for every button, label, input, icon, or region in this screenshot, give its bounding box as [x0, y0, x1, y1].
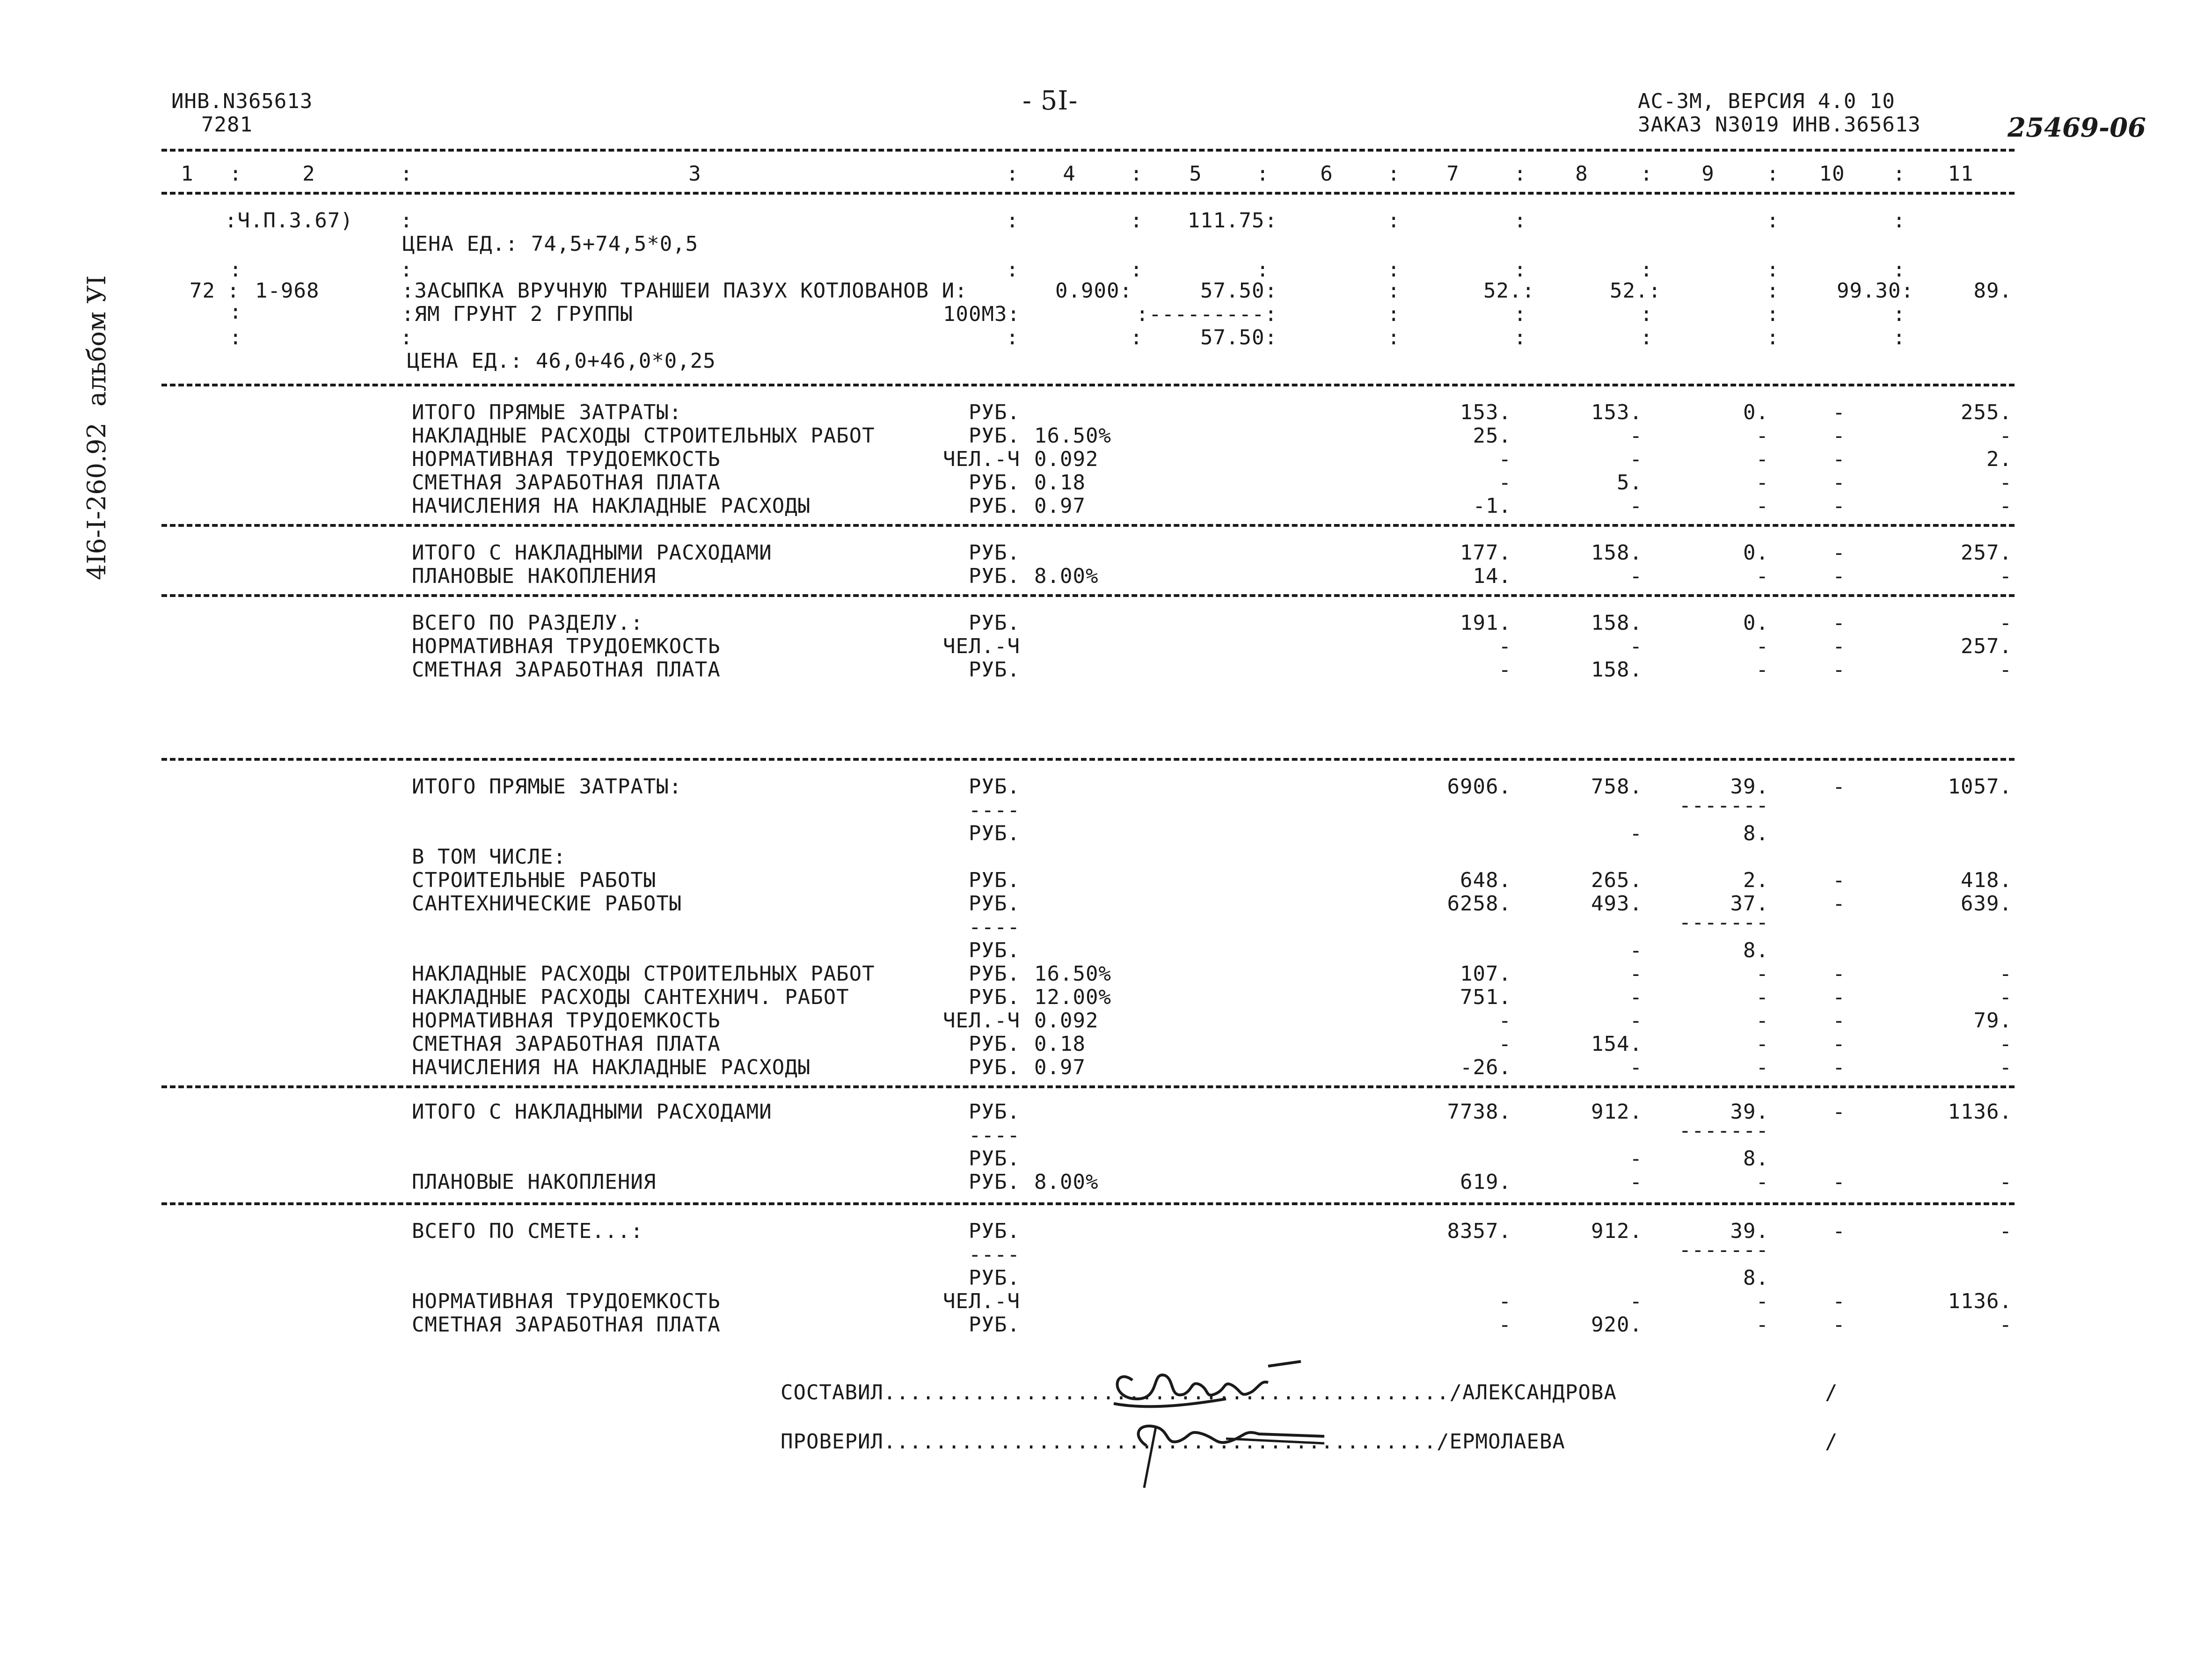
sec3-row-1-c8: -: [1629, 634, 1643, 658]
sec4-row-4-label: СТРОИТЕЛЬНЫЕ РАБОТЫ: [412, 868, 657, 892]
sec6-row-0-label: ВСЕГО ПО СМЕТЕ...:: [412, 1219, 643, 1243]
sec4-row-8-label: НАКЛАДНЫЕ РАСХОДЫ СТРОИТЕЛЬНЫХ РАБОТ: [412, 962, 875, 986]
sec4-row-8-unit: РУБ.: [969, 962, 1020, 986]
sec3-row-0-c8: 158.: [1591, 611, 1643, 635]
sec1-row-1-pct: 16.50%: [1034, 424, 1111, 448]
item-unit: 100М3:: [943, 302, 1020, 326]
sec5-row-2-c8: -: [1629, 1147, 1643, 1171]
sec6-row-3-unit: ЧЕЛ.-Ч: [943, 1289, 1020, 1313]
sec6-row-4-c7: -: [1498, 1313, 1511, 1337]
sec2-row-0-c10: -: [1832, 541, 1846, 565]
sec6-row-4-c9: -: [1756, 1313, 1769, 1337]
sec1-row-4-pct: 0.97: [1034, 494, 1086, 518]
sec1-row-3-c11: -: [1999, 471, 2012, 495]
sec4-row-12-c7: -26.: [1460, 1055, 1511, 1079]
sec6-row-0-c7: 8357.: [1447, 1219, 1511, 1243]
sec1-row-3-c9: -: [1756, 471, 1769, 495]
sec1-row-2-c10: -: [1832, 447, 1846, 471]
sec6-row-0-c10: -: [1832, 1219, 1846, 1243]
divider: [161, 1202, 2015, 1205]
sec4-row-2-c8: -: [1629, 822, 1643, 845]
sec4-row-5-c10: -: [1832, 892, 1846, 916]
sec1-row-0-unit: РУБ.: [969, 400, 1020, 424]
sec4-row-9-c11: -: [1999, 985, 2012, 1009]
sec4-row-9-unit: РУБ.: [969, 985, 1020, 1009]
sec1-row-3-c8: 5.: [1617, 471, 1643, 495]
sec4-row-0-label: ИТОГО ПРЯМЫЕ ЗАТРАТЫ:: [412, 775, 682, 799]
column-header-11: 11: [1948, 162, 1974, 186]
column-header-3: 3: [688, 162, 701, 186]
divider: [161, 192, 2015, 195]
sec5-row-3-c9: -: [1756, 1170, 1769, 1194]
divider: [161, 1085, 2015, 1088]
sec1-row-0-c10: -: [1832, 400, 1846, 424]
sec4-row-10-c11: 79.: [1973, 1009, 2012, 1033]
sec2-row-0-c9: 0.: [1743, 541, 1769, 565]
sec4-row-12-c9: -: [1756, 1055, 1769, 1079]
column-header-6: 6: [1320, 162, 1333, 186]
item-col8: 52.:: [1610, 279, 1661, 303]
compiled-slash: /: [1825, 1381, 1838, 1404]
sec2-row-0-c11: 257.: [1961, 541, 2012, 565]
sec1-row-0-label: ИТОГО ПРЯМЫЕ ЗАТРАТЫ:: [412, 400, 682, 424]
sec1-row-4-c10: -: [1832, 494, 1846, 518]
sec4-row-8-c11: -: [1999, 962, 2012, 986]
sec4-row-10-label: НОРМАТИВНАЯ ТРУДОЕМКОСТЬ: [412, 1009, 721, 1033]
sec1-row-2-unit: ЧЕЛ.-Ч: [943, 447, 1020, 471]
sec2-row-1-label: ПЛАНОВЫЕ НАКОПЛЕНИЯ: [412, 564, 657, 588]
sec5-row-0-c11: 1136.: [1948, 1100, 2012, 1124]
sec4-row-0-c10: -: [1832, 775, 1846, 799]
sec5-row-3-c10: -: [1832, 1170, 1846, 1194]
sec4-row-6-c9: -------: [1679, 910, 1769, 934]
sec1-row-2-c9: -: [1756, 447, 1769, 471]
column-header-10: 10: [1819, 162, 1845, 186]
sec2-row-0-unit: РУБ.: [969, 541, 1020, 565]
column-header-5: 5: [1189, 162, 1202, 186]
sec1-row-3-label: СМЕТНАЯ ЗАРАБОТНАЯ ПЛАТА: [412, 471, 721, 495]
sec6-row-0-unit: РУБ.: [969, 1219, 1020, 1243]
sec5-row-0-unit: РУБ.: [969, 1100, 1020, 1124]
prev-item-ref: :Ч.П.3.67): [225, 209, 353, 233]
sec4-row-0-unit: РУБ.: [969, 775, 1020, 799]
sec4-row-8-c7: 107.: [1460, 962, 1511, 986]
side-album-label: 4I6-I-260.92 альбом УI: [82, 275, 111, 580]
sec4-row-0-c11: 1057.: [1948, 775, 2012, 799]
sec3-row-1-c9: -: [1756, 634, 1769, 658]
inventory-number: ИНВ.N365613: [171, 89, 313, 113]
checked-slash: /: [1825, 1430, 1838, 1454]
sec3-row-1-unit: ЧЕЛ.-Ч: [943, 634, 1020, 658]
sec1-row-3-unit: РУБ.: [969, 471, 1020, 495]
sec5-row-1-c9: -------: [1679, 1119, 1769, 1142]
column-header-2: 2: [302, 162, 315, 186]
sec1-row-1-unit: РУБ.: [969, 424, 1020, 448]
sec6-row-4-c8: 920.: [1591, 1313, 1643, 1337]
sec3-row-0-c7: 191.: [1460, 611, 1511, 635]
sec1-row-3-c10: -: [1832, 471, 1846, 495]
sec1-row-1-c11: -: [1999, 424, 2012, 448]
sec2-row-1-c11: -: [1999, 564, 2012, 588]
sec3-row-2-c9: -: [1756, 658, 1769, 682]
sec3-row-0-c10: -: [1832, 611, 1846, 635]
sec4-row-4-c7: 648.: [1460, 868, 1511, 892]
column-header-7: 7: [1446, 162, 1460, 186]
sec5-row-3-label: ПЛАНОВЫЕ НАКОПЛЕНИЯ: [412, 1170, 657, 1194]
sec5-row-0-c8: 912.: [1591, 1100, 1643, 1124]
sec3-row-2-c10: -: [1832, 658, 1846, 682]
sec3-row-2-c7: -: [1498, 658, 1511, 682]
sec1-row-4-unit: РУБ.: [969, 494, 1020, 518]
column-header-1: 1: [181, 162, 194, 186]
item-description-line1: :ЗАСЫПКА ВРУЧНУЮ ТРАНШЕИ ПАЗУХ КОТЛОВАНОВ И:: [402, 279, 968, 303]
item-quantity: 0.900:: [1055, 279, 1132, 303]
sec4-row-4-c11: 418.: [1961, 868, 2012, 892]
sec4-row-8-pct: 16.50%: [1034, 962, 1111, 986]
sec1-row-2-pct: 0.092: [1034, 447, 1099, 471]
sec2-row-1-pct: 8.00%: [1034, 564, 1099, 588]
sec4-row-5-unit: РУБ.: [969, 892, 1020, 916]
sec4-row-7-unit: РУБ.: [969, 939, 1020, 962]
item-col11: 89.: [1973, 279, 2012, 303]
sec1-row-4-c11: -: [1999, 494, 2012, 518]
handwritten-doc-number: 25469-06: [2008, 112, 2146, 143]
sec2-row-1-c7: 14.: [1473, 564, 1511, 588]
sec4-row-11-pct: 0.18: [1034, 1032, 1086, 1056]
column-header-4: 4: [1063, 162, 1076, 186]
signature-compiler: [1104, 1347, 1329, 1497]
sec6-row-3-c10: -: [1832, 1289, 1846, 1313]
sec4-row-3-label: В ТОМ ЧИСЛЕ:: [412, 845, 566, 869]
sec2-row-1-unit: РУБ.: [969, 564, 1020, 588]
sec2-row-1-c8: -: [1629, 564, 1643, 588]
item-col5-b: :---------:: [1136, 302, 1278, 326]
sec4-row-8-c10: -: [1832, 962, 1846, 986]
sec3-row-1-c10: -: [1832, 634, 1846, 658]
sec5-row-2-unit: РУБ.: [969, 1147, 1020, 1171]
code-number: 7281: [201, 113, 253, 137]
divider: [161, 594, 2015, 597]
sec4-row-4-c9: 2.: [1743, 868, 1769, 892]
checked-by-line: ПРОВЕРИЛ.........................................../ЕРМОЛАЕВА: [781, 1430, 1565, 1454]
sec4-row-11-unit: РУБ.: [969, 1032, 1020, 1056]
sec4-row-12-pct: 0.97: [1034, 1055, 1086, 1079]
sec1-row-1-label: НАКЛАДНЫЕ РАСХОДЫ СТРОИТЕЛЬНЫХ РАБОТ: [412, 424, 875, 448]
sec4-row-8-c8: -: [1629, 962, 1643, 986]
sec6-row-0-c11: -: [1999, 1219, 2012, 1243]
sec1-row-2-c8: -: [1629, 447, 1643, 471]
sec3-row-1-label: НОРМАТИВНАЯ ТРУДОЕМКОСТЬ: [412, 634, 721, 658]
sec5-row-2-c9: 8.: [1743, 1147, 1769, 1171]
item-description-line2: :ЯМ ГРУНТ 2 ГРУППЫ: [402, 302, 633, 326]
sec4-row-10-c10: -: [1832, 1009, 1846, 1033]
sec4-row-9-c8: -: [1629, 985, 1643, 1009]
sec1-row-4-c7: -1.: [1473, 494, 1511, 518]
sec4-row-9-pct: 12.00%: [1034, 985, 1111, 1009]
sec4-row-10-c9: -: [1756, 1009, 1769, 1033]
sec2-row-0-c7: 177.: [1460, 541, 1511, 565]
sec5-row-0-label: ИТОГО С НАКЛАДНЫМИ РАСХОДАМИ: [412, 1100, 772, 1124]
sec5-row-0-c10: -: [1832, 1100, 1846, 1124]
sec3-row-0-c11: -: [1999, 611, 2012, 635]
sec4-row-11-c8: 154.: [1591, 1032, 1643, 1056]
sec6-row-4-c11: -: [1999, 1313, 2012, 1337]
sec1-row-2-c11: 2.: [1986, 447, 2012, 471]
sec4-row-5-c9: 37.: [1730, 892, 1769, 916]
sec2-row-1-c9: -: [1756, 564, 1769, 588]
sec4-row-9-label: НАКЛАДНЫЕ РАСХОДЫ САНТЕХНИЧ. РАБОТ: [412, 985, 849, 1009]
column-header-9: 9: [1701, 162, 1715, 186]
sec6-row-2-c9: 8.: [1743, 1266, 1769, 1290]
divider: [161, 758, 2015, 761]
sec5-row-3-unit: РУБ.: [969, 1170, 1020, 1194]
sec3-row-1-c11: 257.: [1961, 634, 2012, 658]
sec1-row-1-c8: -: [1629, 424, 1643, 448]
sec4-row-11-c7: -: [1498, 1032, 1511, 1056]
sec4-row-2-c9: 8.: [1743, 822, 1769, 845]
sec1-row-3-c7: -: [1498, 471, 1511, 495]
sec4-row-10-pct: 0.092: [1034, 1009, 1099, 1033]
sec4-row-11-c11: -: [1999, 1032, 2012, 1056]
sec1-row-0-c11: 255.: [1961, 400, 2012, 424]
program-version: АС-3М, ВЕРСИЯ 4.0 10: [1638, 89, 1895, 113]
divider: [161, 384, 2015, 386]
item-code: 1-968: [255, 279, 320, 303]
sec1-row-2-c7: -: [1498, 447, 1511, 471]
divider: [161, 524, 2015, 527]
prev-col5-value: 111.75:: [1187, 209, 1278, 233]
sec3-row-0-unit: РУБ.: [969, 611, 1020, 635]
sec1-row-1-c9: -: [1756, 424, 1769, 448]
sec6-row-4-label: СМЕТНАЯ ЗАРАБОТНАЯ ПЛАТА: [412, 1313, 721, 1337]
sec5-row-1-unit: ----: [969, 1123, 1020, 1147]
item-col10: 99.30:: [1837, 279, 1914, 303]
column-header-8: 8: [1575, 162, 1588, 186]
sec1-row-1-c10: -: [1832, 424, 1846, 448]
sec4-row-0-c8: 758.: [1591, 775, 1643, 799]
page-number: - 5I-: [1022, 86, 1078, 116]
sec1-row-0-c7: 153.: [1460, 400, 1511, 424]
sec4-row-7-c9: 8.: [1743, 939, 1769, 962]
sec1-row-0-c8: 153.: [1591, 400, 1643, 424]
sec6-row-2-unit: РУБ.: [969, 1266, 1020, 1290]
sec4-row-1-unit: ----: [969, 798, 1020, 822]
sec3-row-0-c9: 0.: [1743, 611, 1769, 635]
sec4-row-5-c11: 639.: [1961, 892, 2012, 916]
sec4-row-5-c7: 6258.: [1447, 892, 1511, 916]
sec4-row-11-label: СМЕТНАЯ ЗАРАБОТНАЯ ПЛАТА: [412, 1032, 721, 1056]
sec4-row-4-unit: РУБ.: [969, 868, 1020, 892]
sec6-row-4-c10: -: [1832, 1313, 1846, 1337]
sec6-row-4-unit: РУБ.: [969, 1313, 1020, 1337]
sec3-row-2-label: СМЕТНАЯ ЗАРАБОТНАЯ ПЛАТА: [412, 658, 721, 682]
sec4-row-4-c8: 265.: [1591, 868, 1643, 892]
sec4-row-8-c9: -: [1756, 962, 1769, 986]
sec4-row-4-c10: -: [1832, 868, 1846, 892]
order-number: ЗАКАЗ N3019 ИНВ.365613: [1638, 113, 1921, 137]
sec6-row-3-c8: -: [1629, 1289, 1643, 1313]
sec4-row-12-c11: -: [1999, 1055, 2012, 1079]
sec4-row-0-c9: 39.: [1730, 775, 1769, 799]
sec4-row-12-unit: РУБ.: [969, 1055, 1020, 1079]
sec6-row-1-unit: ----: [969, 1243, 1020, 1266]
sec3-row-0-label: ВСЕГО ПО РАЗДЕЛУ.:: [412, 611, 643, 635]
sec6-row-0-c8: 912.: [1591, 1219, 1643, 1243]
sec6-row-3-c7: -: [1498, 1289, 1511, 1313]
item-col5-c: 57.50:: [1200, 326, 1278, 349]
sec5-row-3-pct: 8.00%: [1034, 1170, 1099, 1194]
item-unit-price: ЦЕНА ЕД.: 46,0+46,0*0,25: [407, 349, 716, 373]
sec6-row-3-c11: 1136.: [1948, 1289, 2012, 1313]
sec1-row-3-pct: 0.18: [1034, 471, 1086, 495]
sec4-row-11-c9: -: [1756, 1032, 1769, 1056]
sec1-row-4-label: НАЧИСЛЕНИЯ НА НАКЛАДНЫЕ РАСХОДЫ: [412, 494, 811, 518]
sec5-row-0-c9: 39.: [1730, 1100, 1769, 1124]
sec4-row-5-label: САНТЕХНИЧЕСКИЕ РАБОТЫ: [412, 892, 682, 916]
sec3-row-2-c11: -: [1999, 658, 2012, 682]
sec4-row-0-c7: 6906.: [1447, 775, 1511, 799]
sec4-row-11-c10: -: [1832, 1032, 1846, 1056]
sec1-row-4-c9: -: [1756, 494, 1769, 518]
sec5-row-3-c7: 619.: [1460, 1170, 1511, 1194]
sec2-row-0-label: ИТОГО С НАКЛАДНЫМИ РАСХОДАМИ: [412, 541, 772, 565]
sec5-row-0-c7: 7738.: [1447, 1100, 1511, 1124]
sec4-row-12-label: НАЧИСЛЕНИЯ НА НАКЛАДНЫЕ РАСХОДЫ: [412, 1055, 811, 1079]
sec2-row-0-c8: 158.: [1591, 541, 1643, 565]
sec4-row-9-c7: 751.: [1460, 985, 1511, 1009]
sec1-row-0-c9: 0.: [1743, 400, 1769, 424]
prev-unit-price: ЦЕНА ЕД.: 74,5+74,5*0,5: [402, 232, 699, 256]
sec4-row-10-c8: -: [1629, 1009, 1643, 1033]
divider: [161, 149, 2015, 152]
sec1-row-4-c8: -: [1629, 494, 1643, 518]
compiled-by-line: СОСТАВИЛ............................................/АЛЕКСАНДРОВА: [781, 1381, 1617, 1404]
sec6-row-0-c9: 39.: [1730, 1219, 1769, 1243]
sec1-row-1-c7: 25.: [1473, 424, 1511, 448]
sec6-row-1-c9: -------: [1679, 1238, 1769, 1262]
item-number: 72: [190, 279, 215, 303]
sec3-row-2-c8: 158.: [1591, 658, 1643, 682]
sec6-row-3-label: НОРМАТИВНАЯ ТРУДОЕМКОСТЬ: [412, 1289, 721, 1313]
sec3-row-1-c7: -: [1498, 634, 1511, 658]
sec2-row-1-c10: -: [1832, 564, 1846, 588]
sec6-row-3-c9: -: [1756, 1289, 1769, 1313]
sec4-row-2-unit: РУБ.: [969, 822, 1020, 845]
sec5-row-3-c11: -: [1999, 1170, 2012, 1194]
item-col5-a: 57.50:: [1200, 279, 1278, 303]
sec4-row-9-c10: -: [1832, 985, 1846, 1009]
sec4-row-9-c9: -: [1756, 985, 1769, 1009]
sec4-row-12-c10: -: [1832, 1055, 1846, 1079]
sec4-row-12-c8: -: [1629, 1055, 1643, 1079]
sec5-row-3-c8: -: [1629, 1170, 1643, 1194]
sec3-row-2-unit: РУБ.: [969, 658, 1020, 682]
sec4-row-6-unit: ----: [969, 915, 1020, 939]
sec4-row-1-c9: -------: [1679, 793, 1769, 817]
item-col7: 52.:: [1483, 279, 1535, 303]
sec4-row-10-c7: -: [1498, 1009, 1511, 1033]
sec1-row-2-label: НОРМАТИВНАЯ ТРУДОЕМКОСТЬ: [412, 447, 721, 471]
sec4-row-5-c8: 493.: [1591, 892, 1643, 916]
sec4-row-10-unit: ЧЕЛ.-Ч: [943, 1009, 1020, 1033]
sec4-row-7-c8: -: [1629, 939, 1643, 962]
